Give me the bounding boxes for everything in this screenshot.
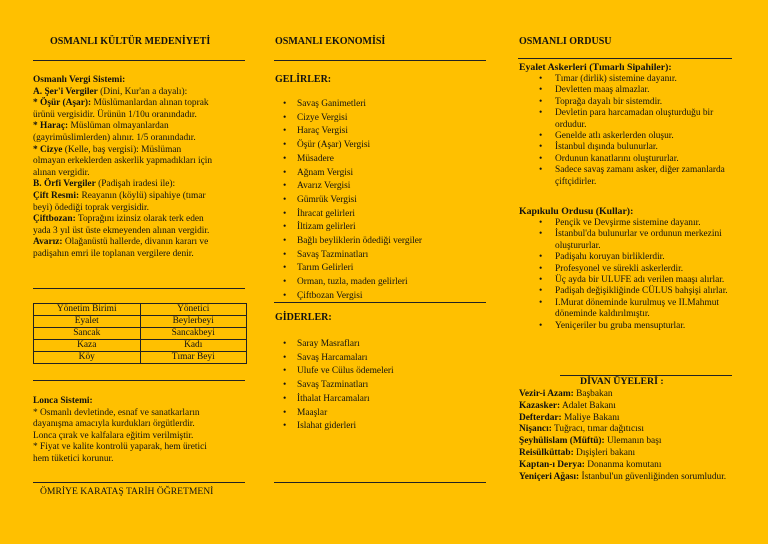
revenue-item: • Tarım Gelirleri xyxy=(277,262,422,276)
revenue-item: • Savaş Ganimetleri xyxy=(277,98,422,112)
tax-description: Toprağını izinsiz olarak terk eden xyxy=(75,214,204,225)
kapikulu-item: • Yeniçeriler bu gruba mensupturlar. xyxy=(519,321,733,332)
divan-role-description: Tuğracı, tımar dağıtıcısı xyxy=(551,424,644,435)
tax-description: beyi) ödediği toprak vergisidir. xyxy=(33,202,149,213)
tax-line xyxy=(33,249,249,261)
divan-member xyxy=(519,448,733,460)
divider xyxy=(33,482,245,483)
kapikulu-item: • Padişah değişikliğinde CÜLUS bahşişi alırlar. xyxy=(519,286,733,297)
divan-member xyxy=(519,436,733,448)
tax-line xyxy=(33,237,249,249)
tax-term: B. Örfi Vergiler xyxy=(33,179,96,190)
kapikulu-item: • İstanbul'da bulunurlar ve ordunun merkezini oluştururlar. xyxy=(519,229,733,252)
tax-description: Müslüman olmayanlardan xyxy=(68,121,169,132)
kapikulu-item: • Pençik ve Devşirme sistemine dayanır. xyxy=(519,218,733,229)
provincial-soldiers-list xyxy=(519,74,733,188)
provincial-soldiers-item: • Sadece savaş zamanı asker, diğer zamanlarda çiftçidirler. xyxy=(519,165,733,188)
guild-line: hem tüketici korunur. xyxy=(33,453,114,464)
table-header: Yönetici xyxy=(140,304,247,316)
divider xyxy=(33,288,245,289)
provincial-soldiers-item: • Tımar (dirlik) sistemine dayanır. xyxy=(519,74,733,85)
kapikulu-list xyxy=(519,218,733,332)
table-row xyxy=(34,328,247,340)
tax-description: yada 3 yıl üst üste ekmeyenden alınan vergidir. xyxy=(33,225,210,236)
divan-role: Defterdar: xyxy=(519,412,562,423)
divan-member xyxy=(519,389,733,401)
revenue-item: • Çiftbozan Vergisi xyxy=(277,290,422,304)
tax-term: Çift Resmi: xyxy=(33,190,80,201)
provincial-soldiers-item: • Devletten maaş almazlar. xyxy=(519,85,733,96)
tax-line xyxy=(33,168,249,180)
tax-line xyxy=(33,121,249,133)
army-title: OSMANLI ORDUSU xyxy=(519,36,612,47)
table-cell: Sancak xyxy=(34,328,141,340)
tax-description: ürünü vergisidir. Ürünün 1/10u oranındadır. xyxy=(33,109,197,120)
economy-title: OSMANLI EKONOMİSİ xyxy=(275,36,386,47)
divider xyxy=(274,60,486,61)
divan-members xyxy=(519,389,733,483)
revenues-title: GELİRLER: xyxy=(275,74,332,85)
provincial-soldiers-item: • Ordunun kanatlarını oluştururlar. xyxy=(519,154,733,165)
revenues-list xyxy=(277,98,422,304)
tax-lines xyxy=(33,87,249,261)
tax-term: * Haraç: xyxy=(33,121,69,132)
provincial-soldiers-title: Eyalet Askerleri (Tımarlı Sipahiler): xyxy=(519,62,672,73)
table-header-row xyxy=(34,304,247,316)
guild-line: Lonca çırak ve kalfalara eğitim verilmiştir. xyxy=(33,430,194,441)
tax-line xyxy=(33,145,249,157)
revenue-item: • Ağnam Vergisi xyxy=(277,167,422,181)
tax-line xyxy=(33,156,249,168)
divan-member xyxy=(519,424,733,436)
table-cell: Beylerbeyi xyxy=(140,316,247,328)
divan-member xyxy=(519,401,733,413)
expense-item: • Savaş Harcamaları xyxy=(277,352,394,366)
guild-line: dayanışma amacıyla kurdukları örgütlerdir. xyxy=(33,419,195,430)
provincial-soldiers-item: • İstanbul dışında bulunurlar. xyxy=(519,142,733,153)
divider xyxy=(518,58,732,59)
expense-item: • Savaş Tazminatları xyxy=(277,379,394,393)
divan-role: Nişancı: xyxy=(519,424,552,435)
table-cell: Tımar Beyi xyxy=(140,352,247,364)
divan-member xyxy=(519,413,733,425)
expense-item: • Saray Masrafları xyxy=(277,338,394,352)
tax-line xyxy=(33,87,249,99)
author-footer: ÖMRİYE KARATAŞ TARİH ÖĞRETMENİ xyxy=(40,486,214,497)
revenue-item: • Bağlı beyliklerin ödediği vergiler xyxy=(277,235,422,249)
table-row xyxy=(34,352,247,364)
revenue-item: • Cizye Vergisi xyxy=(277,112,422,126)
kapikulu-item: • I.Murat döneminde kurulmuş ve II.Mahmut döneminde kaldırılmıştır. xyxy=(519,298,733,321)
revenue-item: • Savaş Tazminatları xyxy=(277,249,422,263)
provincial-soldiers-item: • Devletin para harcamadan oluşturduğu bir ordudur. xyxy=(519,108,733,131)
divan-role-description: Maliye Bakanı xyxy=(561,412,620,423)
table-cell: Köy xyxy=(34,352,141,364)
guild-section xyxy=(33,396,249,466)
divan-role: Reisülküttab: xyxy=(519,447,574,458)
administration-table xyxy=(33,303,247,364)
expense-item: • İthalat Harcamaları xyxy=(277,393,394,407)
tax-term: * Öşür (Aşar): xyxy=(33,98,92,109)
revenue-item: • Avarız Vergisi xyxy=(277,180,422,194)
tax-description: Müslümanlardan alınan toprak xyxy=(91,98,209,109)
tax-term: Avarız: xyxy=(33,237,63,248)
kapikulu-item: • Üç ayda bir ULUFE adı verilen maaşı alırlar. xyxy=(519,275,733,286)
divan-role: Vezir-i Azam: xyxy=(519,389,574,399)
tax-description: (gayrimüslimlerden) alınır. 1/5 oranındadır. xyxy=(33,132,196,143)
tax-description: (Kelle, baş vergisi): Müslüman xyxy=(62,144,182,155)
guild-title: Lonca Sistemi: xyxy=(33,396,93,406)
divan-role-description: Dışişleri bakanı xyxy=(573,447,636,458)
divan-role-description: Donanma komutanı xyxy=(584,459,662,470)
divan-member xyxy=(519,472,733,484)
divider xyxy=(274,302,486,303)
expense-item: • Maaşlar xyxy=(277,407,394,421)
table-cell: Kaza xyxy=(34,340,141,352)
tax-line xyxy=(33,214,249,226)
tax-term: A. Şer'i Vergiler xyxy=(33,86,98,97)
revenue-item: • Gümrük Vergisi xyxy=(277,194,422,208)
tax-line xyxy=(33,110,249,122)
divan-role: Kaptan-ı Derya: xyxy=(519,459,585,470)
table-cell: Eyalet xyxy=(34,316,141,328)
provincial-soldiers-item: • Toprağa dayalı bir sistemdir. xyxy=(519,97,733,108)
divan-role: Yeniçeri Ağası: xyxy=(519,471,580,482)
revenue-item: • Öşür (Aşar) Vergisi xyxy=(277,139,422,153)
tax-description: alınan vergidir. xyxy=(33,167,90,178)
table-row xyxy=(34,316,247,328)
divan-role-description: Başbakan xyxy=(573,389,613,399)
tax-system-section xyxy=(33,75,249,261)
tax-line xyxy=(33,226,249,238)
divider xyxy=(33,60,245,61)
tax-term: Çiftbozan: xyxy=(33,214,76,225)
table-cell: Kadı xyxy=(140,340,247,352)
tax-description: olmayan erkeklerden askerlik yapmadıkları için xyxy=(33,156,213,167)
revenue-item: • İhracat gelirleri xyxy=(277,208,422,222)
tax-description: (Padişah iradesi ile): xyxy=(95,179,176,190)
divider xyxy=(274,482,486,483)
expenses-list xyxy=(277,338,394,434)
kapikulu-item: • Padişahı koruyan birliklerdir. xyxy=(519,252,733,263)
divan-role: Şeyhülislam (Müftü): xyxy=(519,436,605,447)
tax-line xyxy=(33,179,249,191)
table-header: Yönetim Birimi xyxy=(34,304,141,316)
tax-system-title: Osmanlı Vergi Sistemi: xyxy=(33,75,126,85)
divan-role: Kazasker: xyxy=(519,400,561,411)
kapikulu-title: Kapıkulu Ordusu (Kullar): xyxy=(519,206,634,217)
revenue-item: • Orman, tuzla, maden gelirleri xyxy=(277,276,422,290)
provincial-soldiers-item: • Genelde atlı askerlerden oluşur. xyxy=(519,131,733,142)
divan-role-description: İstanbul'un güvenliğinden sorumludur. xyxy=(579,471,727,482)
revenue-item: • Müsadere xyxy=(277,153,422,167)
divan-member xyxy=(519,460,733,472)
table-row xyxy=(34,340,247,352)
tax-description: Olağanüstü hallerde, divanın kararı ve xyxy=(62,237,209,248)
expense-item: • Ulufe ve Cülus ödemeleri xyxy=(277,365,394,379)
tax-line xyxy=(33,203,249,215)
revenue-item: • İltizam gelirleri xyxy=(277,221,422,235)
divan-title: DİVAN ÜYELERİ : xyxy=(580,376,664,387)
tax-line xyxy=(33,133,249,145)
tax-description: (Dini, Kur'an a dayalı): xyxy=(97,86,188,97)
divan-role-description: Adalet Bakanı xyxy=(560,400,616,411)
tax-description: Reayanın (köylü) sipahiye (tımar xyxy=(79,190,206,201)
tax-line xyxy=(33,191,249,203)
divan-role-description: Ulemanın başı xyxy=(604,436,662,447)
tax-description: padişahın emri ile toplanan vergilere denir. xyxy=(33,248,194,259)
guild-line: * Osmanlı devletinde, esnaf ve sanatkarların xyxy=(33,407,200,418)
table-cell: Sancakbeyi xyxy=(140,328,247,340)
tax-term: * Cizye xyxy=(33,144,63,155)
divider xyxy=(33,380,245,381)
kapikulu-item: • Profesyonel ve sürekli askerlerdir. xyxy=(519,264,733,275)
guild-line: * Fiyat ve kalite kontrolü yaparak, hem üretici xyxy=(33,442,207,453)
revenue-item: • Haraç Vergisi xyxy=(277,125,422,139)
culture-title: OSMANLI KÜLTÜR MEDENİYETİ xyxy=(50,36,211,47)
expense-item: • Islahat giderleri xyxy=(277,420,394,434)
expenses-title: GİDERLER: xyxy=(275,312,332,323)
tax-line xyxy=(33,98,249,110)
